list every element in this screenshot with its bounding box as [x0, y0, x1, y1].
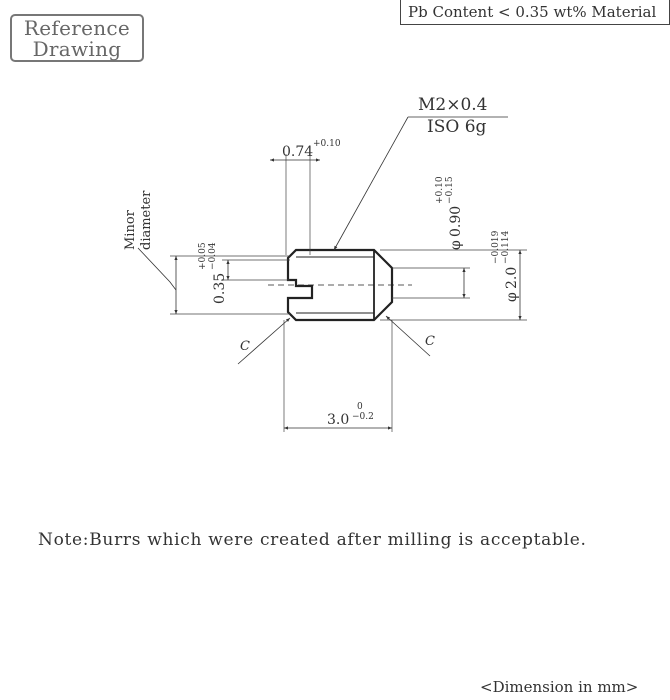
tip-dia-value: 0.90	[448, 205, 464, 237]
chamfer-right-label: C	[425, 334, 435, 349]
outer-dia-tol-lower: −0.114	[501, 230, 511, 264]
outer-dia-prefix: φ	[504, 292, 520, 302]
outer-diameter-dimension	[491, 230, 520, 302]
screw-part-outline	[268, 250, 412, 320]
thread-spec-line2: ISO 6g	[427, 117, 487, 137]
length-tol-lower: −0.2	[352, 412, 374, 422]
slot-width-value: 0.74	[282, 144, 314, 160]
slot-width-tol-upper: +0.10	[313, 139, 341, 149]
tip-dia-prefix: φ	[448, 240, 464, 250]
thread-spec-leader	[334, 117, 408, 250]
reference-label-line1: Reference	[23, 16, 131, 40]
dimension-units-label: <Dimension in mm>	[480, 678, 639, 696]
drawing-note: Note:Burrs which were created after milling is acceptable.	[38, 530, 587, 550]
slot-depth-dimension	[198, 242, 228, 304]
slot-depth-value: 0.35	[212, 272, 228, 304]
minor-diameter-label	[123, 190, 154, 250]
minor-label-line1: Minor	[123, 210, 138, 250]
material-spec-box: Pb Content < 0.35 wt% Material	[400, 0, 670, 25]
thread-spec-line1: M2×0.4	[418, 95, 488, 115]
tip-dia-tol-lower: −0.15	[445, 176, 455, 204]
reference-label-line2: Drawing	[32, 37, 122, 61]
outer-dia-value: 2.0	[504, 266, 520, 289]
outer-dia-tol-upper: −0.019	[491, 230, 501, 264]
chamfer-right-leader	[386, 316, 430, 356]
minor-dia-leader	[138, 248, 176, 290]
length-tol-upper: 0	[357, 402, 363, 412]
slot-depth-tol-lower: −0.04	[208, 242, 218, 270]
minor-label-line2: diameter	[139, 190, 154, 250]
tip-dia-tol-upper: +0.10	[435, 176, 445, 204]
slot-depth-tol-upper: +0.05	[198, 242, 208, 270]
length-value: 3.0	[327, 412, 350, 428]
tip-diameter-dimension	[435, 176, 464, 250]
chamfer-left-label: C	[240, 339, 250, 354]
